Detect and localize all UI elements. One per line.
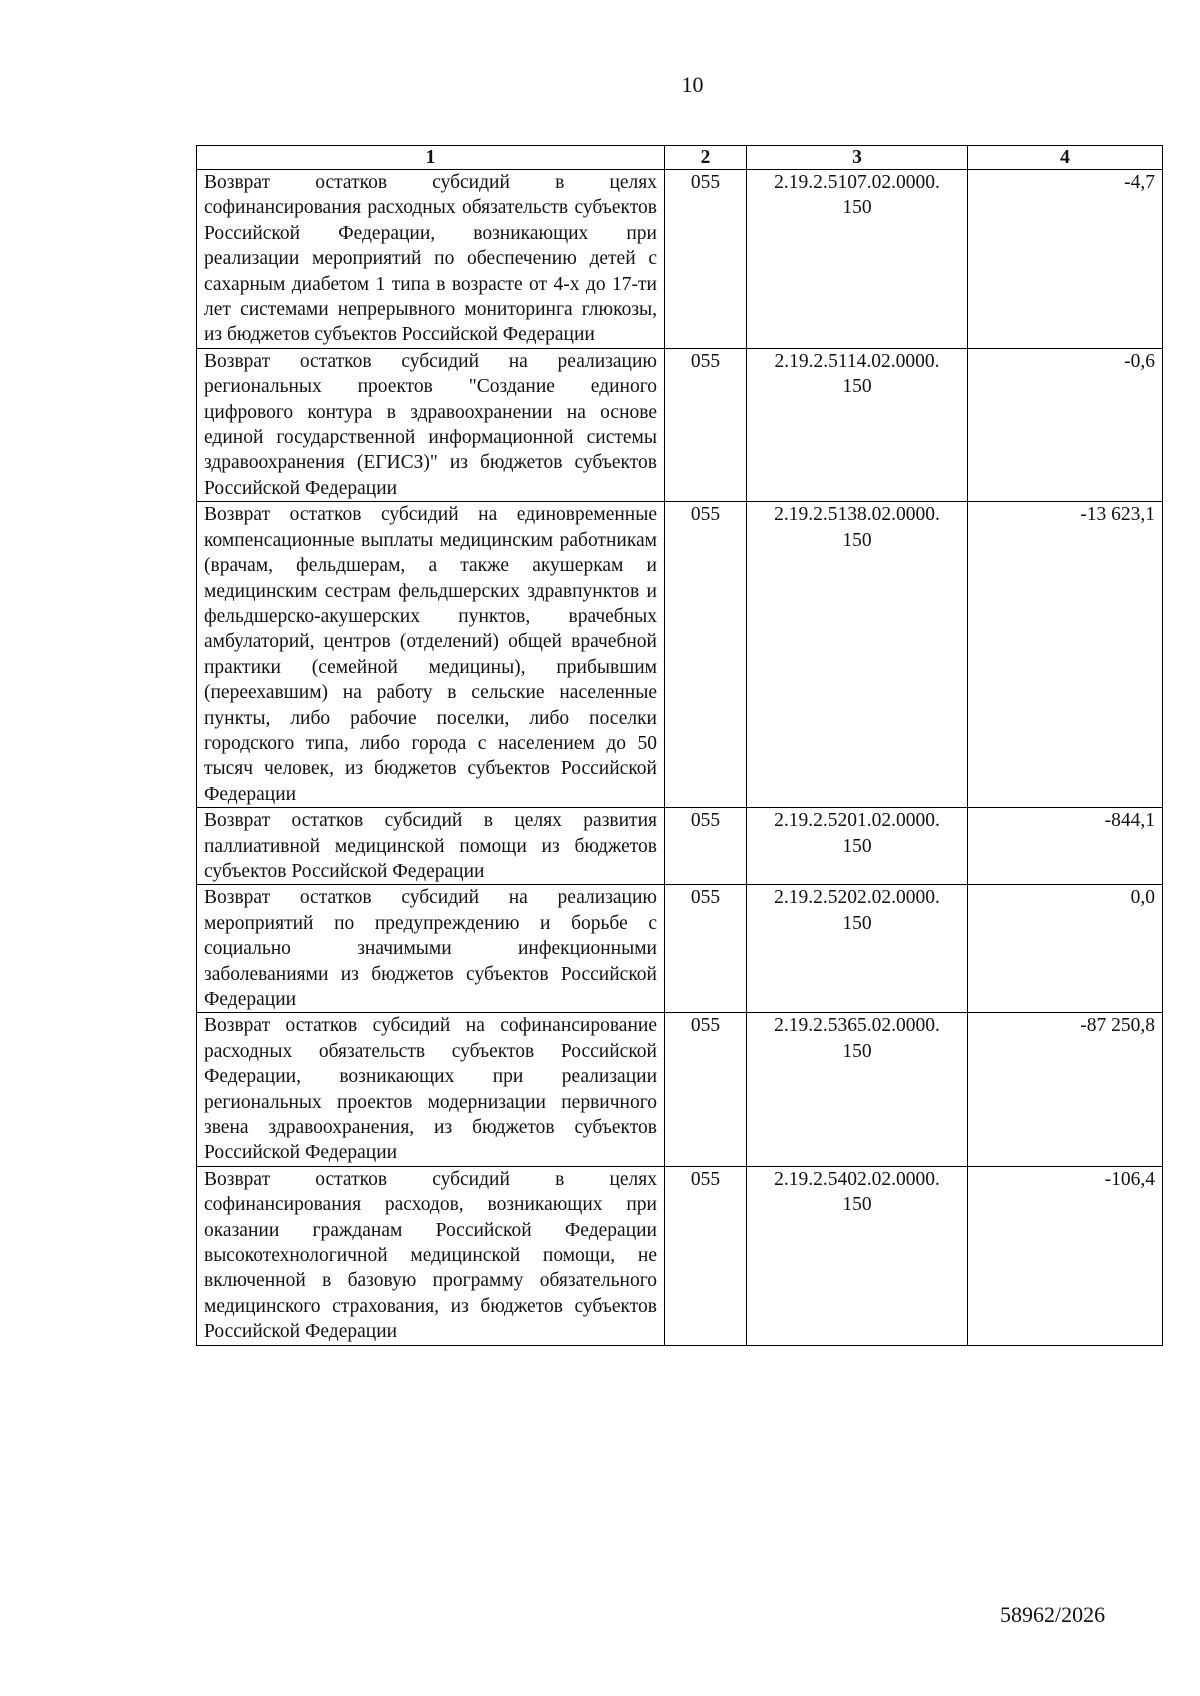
row-name: Возврат остатков субсидий на единовременные компенсационные выплаты медицинским работникам (врачам, фельдшерам, а также акушеркам и медицинским сестрам фельдшерских здравпунктов и фельдшерско-акушерских пунктов, врачебных амбулаторий, центров (отделений) общей врачебной практики (семейной медицины), прибывшим (переехавшим) на работу в сельские населенные пункты, либо рабочие поселки, либо поселки городского типа, либо города с населением до 50 тысяч человек, из бюджетов субъектов Российской Федерации xyxy=(197,502,665,808)
budget-table xyxy=(196,145,1163,1346)
row-admin-code: 055 xyxy=(665,1013,747,1166)
row-admin-code: 055 xyxy=(665,1166,747,1345)
row-name: Возврат остатков субсидий в целях развития паллиативной медицинской помощи из бюджетов субъектов Российской Федерации xyxy=(197,808,665,885)
page-number: 10 xyxy=(681,72,704,97)
table-row xyxy=(197,170,1163,349)
row-kbk: 2.19.2.5202.02.0000. 150 xyxy=(747,885,968,1013)
row-amount: 0,0 xyxy=(968,885,1163,1013)
row-amount: -4,7 xyxy=(968,170,1163,349)
header-row xyxy=(197,146,1163,170)
row-admin-code: 055 xyxy=(665,502,747,808)
row-amount: -0,6 xyxy=(968,348,1163,501)
document-number: 58962/2026 xyxy=(1000,1602,1106,1627)
table-row xyxy=(197,502,1163,808)
row-kbk: 2.19.2.5114.02.0000. 150 xyxy=(747,348,968,501)
table-row xyxy=(197,1013,1163,1166)
row-admin-code: 055 xyxy=(665,348,747,501)
header-col-4: 4 xyxy=(968,146,1163,170)
row-name: Возврат остатков субсидий в целях софинансирования расходов, возникающих при оказании гражданам Российской Федерации высокотехнологичной медицинской помощи, не включенной в базовую программу обязательного медицинского страхования, из бюджетов субъектов Российской Федерации xyxy=(197,1166,665,1345)
row-admin-code: 055 xyxy=(665,885,747,1013)
row-kbk: 2.19.2.5365.02.0000. 150 xyxy=(747,1013,968,1166)
header-col-1: 1 xyxy=(197,146,665,170)
row-name: Возврат остатков субсидий в целях софинансирования расходных обязательств субъектов Российской Федерации, возникающих при реализации мероприятий по обеспечению детей с сахарным диабетом 1 типа в возрасте от 4-х до 17-ти лет системами непрерывного мониторинга глюкозы, из бюджетов субъектов Российской Федерации xyxy=(197,170,665,349)
row-amount: -844,1 xyxy=(968,808,1163,885)
header-col-2: 2 xyxy=(665,146,747,170)
row-kbk: 2.19.2.5201.02.0000. 150 xyxy=(747,808,968,885)
row-name: Возврат остатков субсидий на реализацию мероприятий по предупреждению и борьбе с социально значимыми инфекционными заболеваниями из бюджетов субъектов Российской Федерации xyxy=(197,885,665,1013)
row-admin-code: 055 xyxy=(665,170,747,349)
row-admin-code: 055 xyxy=(665,808,747,885)
row-kbk: 2.19.2.5138.02.0000. 150 xyxy=(747,502,968,808)
row-amount: -13 623,1 xyxy=(968,502,1163,808)
table-row xyxy=(197,348,1163,501)
row-amount: -106,4 xyxy=(968,1166,1163,1345)
table-row xyxy=(197,885,1163,1013)
table-row xyxy=(197,808,1163,885)
row-name: Возврат остатков субсидий на софинансирование расходных обязательств субъектов Российской Федерации, возникающих при реализации региональных проектов модернизации первичного звена здравоохранения, из бюджетов субъектов Российской Федерации xyxy=(197,1013,665,1166)
row-name: Возврат остатков субсидий на реализацию региональных проектов "Создание единого цифрового контура в здравоохранении на основе единой государственной информационной системы здравоохранения (ЕГИСЗ)" из бюджетов субъектов Российской Федерации xyxy=(197,348,665,501)
row-kbk: 2.19.2.5107.02.0000. 150 xyxy=(747,170,968,349)
row-kbk: 2.19.2.5402.02.0000. 150 xyxy=(747,1166,968,1345)
table-row xyxy=(197,1166,1163,1345)
row-amount: -87 250,8 xyxy=(968,1013,1163,1166)
header-col-3: 3 xyxy=(747,146,968,170)
